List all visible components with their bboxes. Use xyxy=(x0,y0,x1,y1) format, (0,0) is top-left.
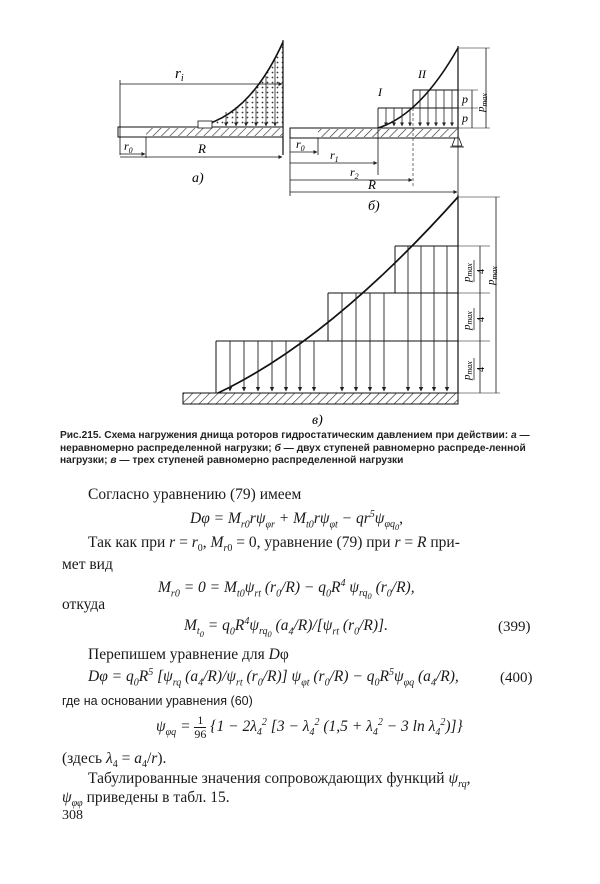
equation-dphi-1: $D\varphi = M_{r0}r\psi_{\varphi r} + M_{t0}r\psi_{\varphi t} - qr^5\psi_{\varphi q_0}$, xyxy=(190,509,404,533)
fig-a-ri-label: $r_i$ xyxy=(175,66,184,84)
svg-text:pmax: pmax xyxy=(461,263,474,282)
fig-b-I-label: I xyxy=(378,85,382,99)
fig-c-frac-3 xyxy=(461,358,487,381)
svg-text:4: 4 xyxy=(476,367,487,372)
fig-b-R-label: R xyxy=(368,177,376,192)
caption-item-a: — неравномерно распределенной нагрузки; xyxy=(60,430,530,454)
fig-b-r2-label: $r_2$ xyxy=(350,165,359,181)
caption-key-c: в xyxy=(110,455,117,467)
fig-b-r0-label: $r_0$ xyxy=(296,137,305,153)
caption-item-b: — двух ступеней равномерно распреде-ленной нагрузки; xyxy=(60,442,526,467)
equation-mr0: $M_{r0} = 0 = M_{t0}\psi_{rt}$ $(r_0/R) - q_0R^4$ $\psi_{rq_0}$ $(r_0/R)$, xyxy=(158,578,415,602)
fig-b-r1-label: $r_1$ xyxy=(330,148,339,164)
text-line-2: Так как при $r = r_0$, $M_{r0} = 0$, уравнение (79) при r = R при- xyxy=(88,534,460,555)
caption-key-b: б xyxy=(274,442,281,454)
fig-b-p2-label: p xyxy=(462,111,468,125)
caption-number: 215. xyxy=(81,430,102,441)
caption-title: Схема нагружения днища роторов гидростатическим давлением при действии: xyxy=(101,430,509,441)
svg-text:4: 4 xyxy=(476,269,487,274)
equation-dphi-2: $D\varphi = q_0R^5$ [$\psi_{rq}$ $(a_4/R)/\psi_{rt}$ $(r_0/R)$] $\psi_{\varphi t}$ $(r_0/R) - q_0R^5\psi_{\varphi q}$ $(a_4/R)$, xyxy=(88,667,459,689)
svg-text:pmax: pmax xyxy=(461,361,474,380)
fig-b-p1-label: p xyxy=(462,92,468,106)
text-line-5: Перепишем уравнение для Dφ xyxy=(88,646,289,663)
text-line-6: где на основании уравнения (60) xyxy=(62,694,253,708)
fig-a-R-label: R xyxy=(198,141,206,156)
page-number: 308 xyxy=(62,808,83,823)
fig-c-frac-1 xyxy=(461,260,487,283)
svg-text:4: 4 xyxy=(476,317,487,322)
fig-b-label: б) xyxy=(368,199,380,214)
text-line-4: откуда xyxy=(62,596,106,613)
fig-c-frac-2 xyxy=(461,308,487,331)
figure-a xyxy=(118,40,283,186)
fig-c-label: в) xyxy=(312,413,323,428)
text-line-8: Табулированные значения сопровождающих функций $\psi_{rq}$, xyxy=(88,770,471,791)
figure-caption xyxy=(60,430,542,468)
fig-b-II-label: II xyxy=(418,67,426,81)
fig-a-r0-label: $r_0$ xyxy=(124,139,133,155)
equation-number-400: (400) xyxy=(500,670,533,686)
figure-215 xyxy=(0,0,600,430)
fig-b-pmax-label: $p_{max}$ xyxy=(475,93,489,112)
fig-a-label: а) xyxy=(192,171,204,186)
equation-mt0: $M_{t_0} = q_0R^4\psi_{rq_0}$ $(a_4/R)/[\psi_{rt}$ $(r_0/R)$]. xyxy=(184,616,388,640)
svg-text:pmax: pmax xyxy=(461,311,474,330)
equation-number-399: (399) xyxy=(498,619,531,635)
text-line-9: $\psi_{\varphi\varphi}$ приведены в табл. 15. xyxy=(62,789,230,810)
figure-c xyxy=(183,195,500,428)
equation-psi-qq: $\psi_{\varphi q}$ = $\frac{1}{96}$ {$1 - 2\lambda_4^2$ [$3 - \lambda_4^2$ ($1,5 + \lambda_4^2 - 3$ $\ln \lambda_4^2$)]} xyxy=(156,713,463,741)
text-line-7: (здесь $\lambda_4 = a_4/r$). xyxy=(62,750,167,771)
figure-b xyxy=(290,46,490,214)
fig-c-pmax-label: $p_{max}$ xyxy=(485,266,499,285)
text-line-3: мет вид xyxy=(62,556,113,573)
caption-item-c: — трех ступеней равномерно распределенной нагрузки xyxy=(116,455,404,467)
caption-prefix: Рис. xyxy=(60,430,82,441)
caption-key-a: а xyxy=(511,430,517,441)
text-line-1: Согласно уравнению (79) имеем xyxy=(88,486,302,503)
